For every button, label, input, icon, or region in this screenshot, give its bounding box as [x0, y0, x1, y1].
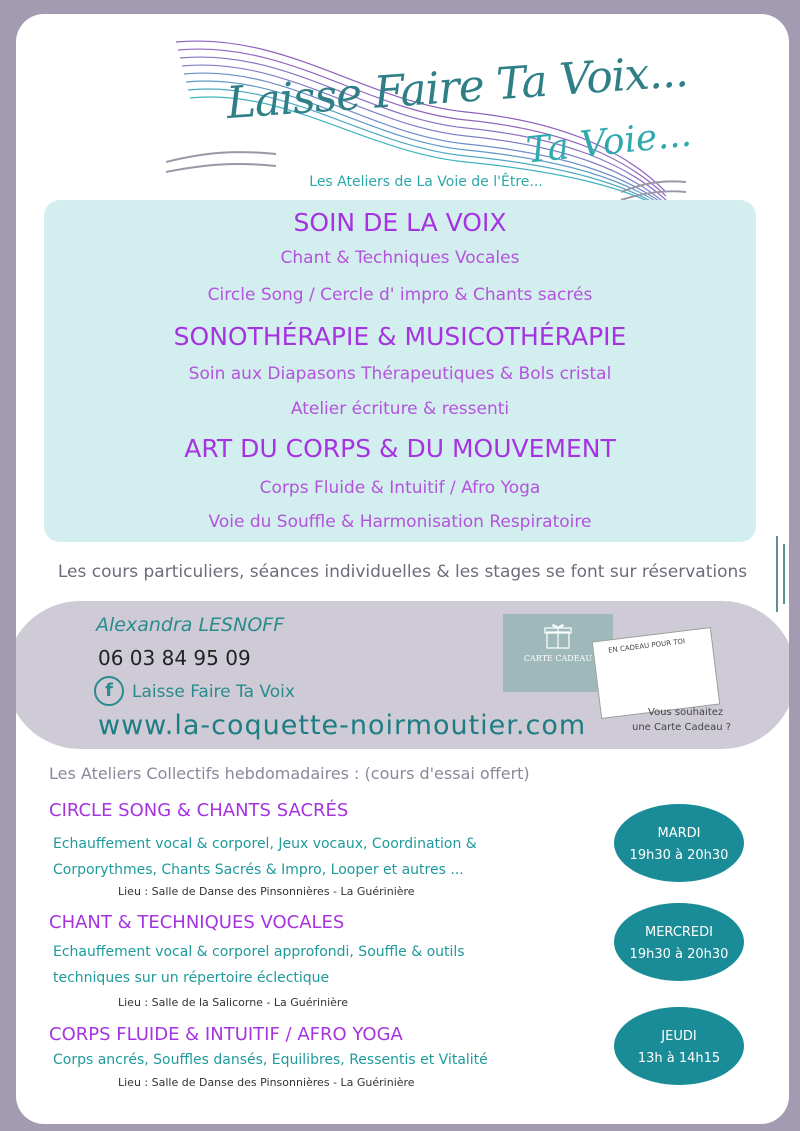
- gift-icon: [543, 622, 573, 650]
- course-description: Echauffement vocal & corporel, Jeux vocaux, Coordination &: [53, 836, 477, 852]
- website-link[interactable]: www.la-coquette-noirmoutier.com: [98, 710, 587, 741]
- schedule-day: MERCREDI: [645, 925, 713, 940]
- facebook-icon[interactable]: f: [94, 676, 124, 706]
- service-item: Voie du Souffle & Harmonisation Respiratoire: [208, 512, 592, 532]
- service-heading: SONOTHÉRAPIE & MUSICOTHÉRAPIE: [173, 322, 627, 351]
- course-description: Echauffement vocal & corporel approfondi, Souffle & outils: [53, 944, 465, 960]
- contact-name: Alexandra LESNOFF: [96, 614, 285, 636]
- ateliers-heading: Les Ateliers Collectifs hebdomadaires : (cours d'essai offert): [49, 764, 530, 783]
- schedule-badge: [614, 903, 744, 981]
- course-description: techniques sur un répertoire éclectique: [53, 970, 330, 986]
- course-location: Lieu : Salle de Danse des Pinsonnières - La Guérinière: [118, 885, 415, 898]
- course-location: Lieu : Salle de la Salicorne - La Guérinière: [118, 996, 348, 1009]
- reservations-note: Les cours particuliers, séances individuelles & les stages se font sur réservations: [57, 562, 748, 582]
- schedule-time: 19h30 à 20h30: [629, 947, 729, 962]
- schedule-badge: [614, 1007, 744, 1085]
- course-title: CIRCLE SONG & CHANTS SACRÉS: [49, 800, 349, 821]
- gift-question-line1: Vous souhaitez: [648, 707, 724, 718]
- flyer-page: [16, 14, 789, 1124]
- gift-question-line2: une Carte Cadeau ?: [632, 722, 732, 733]
- course-location: Lieu : Salle de Danse des Pinsonnières - La Guérinière: [118, 1076, 415, 1089]
- service-item: Corps Fluide & Intuitif / Afro Yoga: [259, 478, 541, 498]
- course-description: Corporythmes, Chants Sacrés & Impro, Looper et autres ...: [53, 862, 464, 878]
- service-item: Circle Song / Cercle d' impro & Chants sacrés: [207, 285, 593, 305]
- logo: [166, 22, 694, 212]
- service-heading: ART DU CORPS & DU MOUVEMENT: [184, 434, 616, 463]
- service-item: Atelier écriture & ressenti: [290, 399, 510, 419]
- schedule-day: JEUDI: [661, 1029, 697, 1044]
- course-title: CORPS FLUIDE & INTUITIF / AFRO YOGA: [49, 1024, 403, 1045]
- service-item: Soin aux Diapasons Thérapeutiques & Bols cristal: [188, 364, 612, 384]
- service-item: Chant & Techniques Vocales: [280, 248, 520, 268]
- facebook-page-link[interactable]: Laisse Faire Ta Voix: [132, 682, 295, 702]
- schedule-time: 13h à 14h15: [637, 1051, 721, 1066]
- gift-card-label: CARTE CADEAU: [523, 654, 593, 663]
- course-description: Corps ancrés, Souffles dansés, Equilibres, Ressentis et Vitalité: [53, 1052, 488, 1068]
- logo-tagline: Les Ateliers de La Voie de l'Être...: [309, 174, 543, 190]
- schedule-time: 19h30 à 20h30: [629, 848, 729, 863]
- schedule-day: MARDI: [657, 826, 701, 841]
- logo-title: Laisse Faire Ta Voix...: [224, 45, 690, 130]
- service-heading: SOIN DE LA VOIX: [293, 208, 507, 237]
- gift-voucher-label: EN CADEAU POUR TOI: [607, 637, 686, 655]
- logo-subtitle-script: Ta Voie...: [524, 113, 694, 172]
- course-title: CHANT & TECHNIQUES VOCALES: [49, 912, 345, 933]
- contact-phone[interactable]: 06 03 84 95 09: [98, 646, 251, 670]
- services-box: [44, 200, 756, 542]
- schedule-badge: [614, 804, 744, 882]
